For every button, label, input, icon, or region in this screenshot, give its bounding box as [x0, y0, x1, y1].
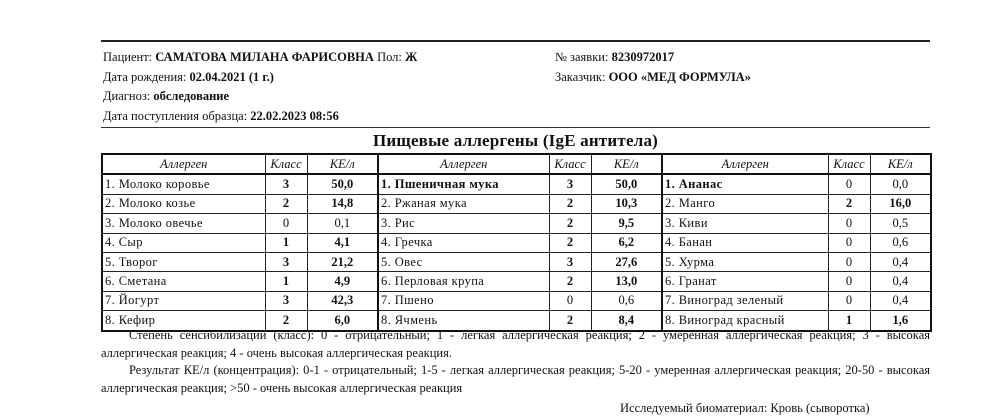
- allergen-value-cell: 0,4: [870, 291, 931, 310]
- diagnosis-line: [103, 87, 417, 107]
- allergen-value-cell: 0,5: [870, 214, 931, 233]
- order-info: [555, 48, 751, 87]
- allergen-value-cell: 42,3: [307, 291, 378, 310]
- received-value: 22.02.2023 08:56: [250, 108, 339, 123]
- allergen-name-cell: 4. Гречка: [378, 233, 549, 252]
- allergen-name-cell: 2. Ржаная мука: [378, 194, 549, 213]
- allergen-name-cell: 5. Хурма: [662, 252, 828, 271]
- col-header-value: КЕ/л: [591, 154, 662, 174]
- concentration-legend: Результат КЕ/л (концентрация): 0-1 - отрицательный; 1-5 - легкая аллергическая реакция; 5-20 - умеренная аллергическая реакция; 20-50 - высокая аллергическая реакция; >50 - очень высокая аллергическая реакция: [101, 363, 930, 395]
- table-row: [102, 194, 931, 213]
- sex-label: Пол:: [377, 50, 402, 64]
- allergen-name-cell: 8. Ячмень: [378, 311, 549, 331]
- allergen-class-cell: 3: [265, 291, 307, 310]
- table-row: [102, 214, 931, 233]
- diagnosis-value: обследование: [153, 89, 230, 103]
- patient-info: [103, 48, 417, 126]
- customer-value: ООО «МЕД ФОРМУЛА»: [608, 69, 751, 84]
- allergen-value-cell: 8,4: [591, 311, 662, 331]
- allergen-value-cell: 0,4: [870, 252, 931, 271]
- col-header-allergen: Аллерген: [662, 154, 828, 174]
- diagnosis-label: Диагноз:: [103, 89, 151, 103]
- received-label: Дата поступления образца:: [103, 108, 248, 123]
- allergen-class-cell: 1: [265, 233, 307, 252]
- table-row: [102, 233, 931, 252]
- allergen-value-cell: 0,4: [870, 272, 931, 291]
- table-row: [102, 272, 931, 291]
- allergen-value-cell: 21,2: [307, 252, 378, 271]
- allergen-name-cell: 2. Манго: [662, 194, 828, 213]
- allergen-name-cell: 5. Творог: [102, 252, 265, 271]
- patient-line: [103, 48, 417, 68]
- allergen-class-cell: 0: [828, 174, 870, 194]
- allergen-class-cell: 0: [828, 252, 870, 271]
- allergen-value-cell: 50,0: [307, 174, 378, 194]
- allergen-class-cell: 2: [828, 194, 870, 213]
- allergen-value-cell: 0,1: [307, 214, 378, 233]
- allergen-name-cell: 3. Киви: [662, 214, 828, 233]
- allergen-value-cell: 9,5: [591, 214, 662, 233]
- patient-name: САМАТОВА МИЛАНА ФАРИСОВНА: [155, 50, 374, 64]
- allergen-class-cell: 0: [549, 291, 591, 310]
- top-divider: [101, 40, 930, 42]
- biomaterial-line: Исследуемый биоматериал: Кровь (сыворотка): [620, 401, 870, 415]
- col-header-class: Класс: [549, 154, 591, 174]
- allergen-value-cell: 4,9: [307, 272, 378, 291]
- allergen-name-cell: 7. Йогурт: [102, 291, 265, 310]
- class-legend: Степень сенсибилизации (класс): 0 - отрицательный; 1 - легкая аллергическая реакция; 2 - умеренная аллергическая реакция; 3 - высокая аллергическая реакция; 4 - очень высокая аллергическая реакция.: [101, 328, 930, 360]
- allergen-class-cell: 0: [828, 272, 870, 291]
- allergen-value-cell: 0,0: [870, 174, 931, 194]
- allergen-value-cell: 27,6: [591, 252, 662, 271]
- table-header-row: [102, 154, 931, 174]
- birth-line: [103, 68, 417, 88]
- col-header-class: Класс: [265, 154, 307, 174]
- allergen-class-cell: 0: [828, 233, 870, 252]
- birth-label: Дата рождения:: [103, 69, 187, 84]
- allergen-name-cell: 3. Рис: [378, 214, 549, 233]
- col-header-allergen: Аллерген: [378, 154, 549, 174]
- allergen-name-cell: 4. Сыр: [102, 233, 265, 252]
- allergen-name-cell: 6. Гранат: [662, 272, 828, 291]
- received-line: [103, 107, 417, 127]
- table-row: [102, 174, 931, 194]
- allergen-name-cell: 7. Виноград зеленый: [662, 291, 828, 310]
- allergen-name-cell: 5. Овес: [378, 252, 549, 271]
- customer-label: Заказчик:: [555, 69, 606, 84]
- section-title: Пищевые аллергены (IgE антитела): [372, 131, 659, 150]
- allergen-class-cell: 0: [265, 214, 307, 233]
- allergen-name-cell: 8. Кефир: [102, 311, 265, 331]
- interpretation-notes: [101, 327, 930, 397]
- order-line: [555, 48, 751, 68]
- allergen-name-cell: 4. Банан: [662, 233, 828, 252]
- allergen-value-cell: 1,6: [870, 311, 931, 331]
- allergen-class-cell: 1: [828, 311, 870, 331]
- col-header-class: Класс: [828, 154, 870, 174]
- allergen-class-cell: 2: [549, 272, 591, 291]
- birth-value: 02.04.2021 (1 г.): [189, 69, 274, 84]
- allergen-value-cell: 16,0: [870, 194, 931, 213]
- allergen-results-table: [101, 153, 932, 332]
- allergen-value-cell: 10,3: [591, 194, 662, 213]
- allergen-name-cell: 6. Перловая крупа: [378, 272, 549, 291]
- allergen-value-cell: 6,0: [307, 311, 378, 331]
- allergen-name-cell: 1. Пшеничная мука: [378, 174, 549, 194]
- patient-label: Пациент:: [103, 50, 153, 64]
- allergen-class-cell: 2: [549, 233, 591, 252]
- allergen-value-cell: 0,6: [591, 291, 662, 310]
- customer-line: [555, 68, 751, 88]
- col-header-allergen: Аллерген: [102, 154, 265, 174]
- col-header-value: КЕ/л: [307, 154, 378, 174]
- allergen-name-cell: 7. Пшено: [378, 291, 549, 310]
- allergen-value-cell: 6,2: [591, 233, 662, 252]
- allergen-class-cell: 2: [265, 311, 307, 331]
- allergen-class-cell: 2: [549, 194, 591, 213]
- table-row: [102, 252, 931, 271]
- allergen-name-cell: 6. Сметана: [102, 272, 265, 291]
- allergen-class-cell: 2: [265, 194, 307, 213]
- allergen-name-cell: 8. Виноград красный: [662, 311, 828, 331]
- allergen-name-cell: 1. Молоко коровье: [102, 174, 265, 194]
- table-body: [102, 174, 931, 330]
- allergen-name-cell: 3. Молоко овечье: [102, 214, 265, 233]
- allergen-value-cell: 50,0: [591, 174, 662, 194]
- allergen-value-cell: 4,1: [307, 233, 378, 252]
- allergen-class-cell: 3: [549, 174, 591, 194]
- section-divider: [101, 127, 930, 128]
- sex-value: Ж: [405, 50, 418, 64]
- allergen-class-cell: 0: [828, 291, 870, 310]
- allergen-name-cell: 2. Молоко козье: [102, 194, 265, 213]
- allergen-name-cell: 1. Ананас: [662, 174, 828, 194]
- col-header-value: КЕ/л: [870, 154, 931, 174]
- allergen-class-cell: 2: [549, 311, 591, 331]
- allergen-value-cell: 14,8: [307, 194, 378, 213]
- allergen-value-cell: 0,6: [870, 233, 931, 252]
- allergen-class-cell: 2: [549, 214, 591, 233]
- table-row: [102, 291, 931, 310]
- allergen-class-cell: 0: [828, 214, 870, 233]
- allergen-class-cell: 3: [549, 252, 591, 271]
- allergen-class-cell: 3: [265, 252, 307, 271]
- allergen-class-cell: 1: [265, 272, 307, 291]
- order-label: № заявки:: [555, 50, 609, 64]
- order-number: 8230972017: [611, 50, 675, 64]
- allergen-class-cell: 3: [265, 174, 307, 194]
- allergen-value-cell: 13,0: [591, 272, 662, 291]
